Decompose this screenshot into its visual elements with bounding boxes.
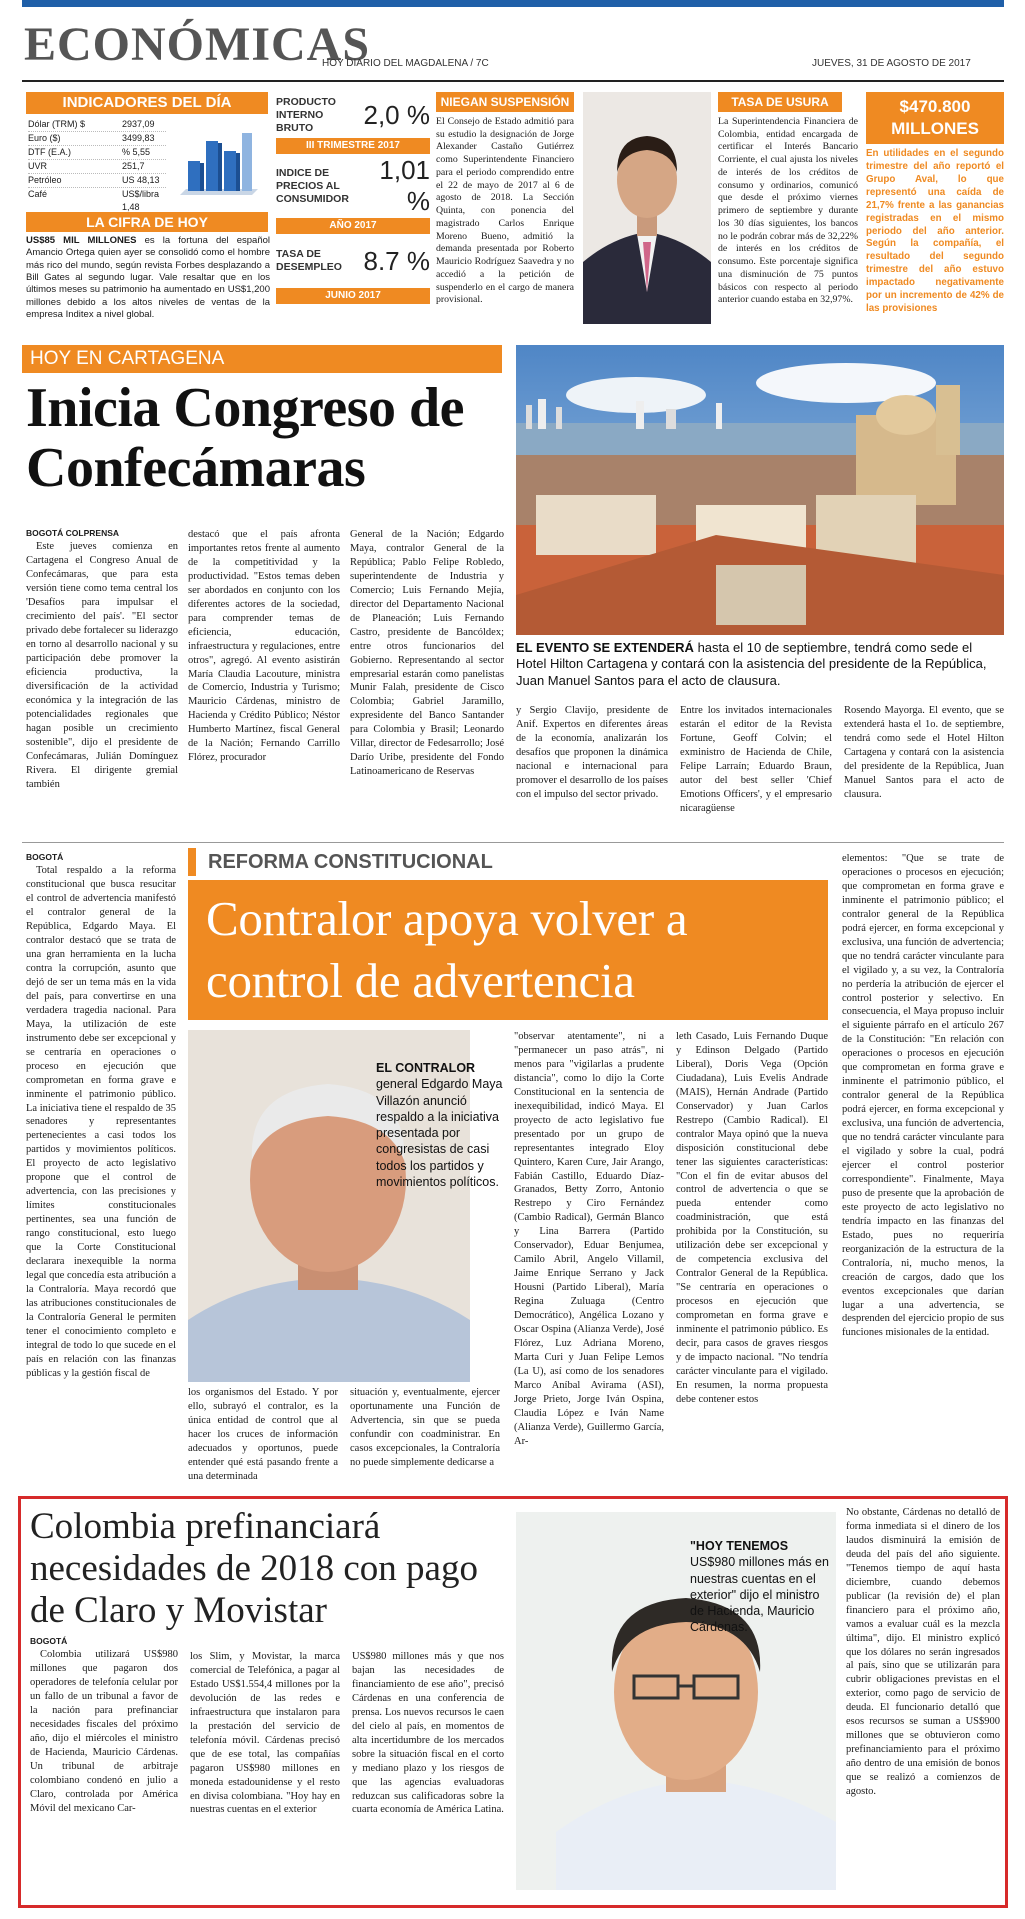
pib-value: 2,0 % — [363, 99, 430, 130]
pib-label: PRODUCTO INTERNO BRUTO — [276, 95, 336, 134]
indicador-row: Petróleo US 48,13 — [28, 174, 166, 188]
claro-col-3: US$980 millones más y que nos bajan las necesidades de financiamiento de ese año", precisó Cárdenas en una conferencia de prensa. Los nuevos recursos le caen del cielo al país, en momentos de alta incertidumbre de los mercados sobre la situación fiscal en el corto y mediano plazo y los riesgos de que las agencias evaluadoras reduzcan sus calificadoras sobre la cuarta economía de América Latina. — [352, 1651, 504, 1816]
usura-text: La Superintendencia Financiera de Colombia, entidad encargada de certificar el Interés Bancario Corriente, el cual ajusta los niveles de interés de los créditos de consumo y ordinarios, comunicó que desde el próximo viernes primero de septiembre y durante los 30 días siguientes, los bancos no le podrán cobrar más de 32,22% de interés en los créditos de consumo. Este porcentaje significa una disminución de 75 puntos básicos con respecto al periodo anterior cuando estaba en 32,97%. — [718, 116, 858, 306]
usura-title: TASA DE USURA — [718, 92, 842, 112]
issue-date: JUEVES, 31 DE AGOSTO DE 2017 — [812, 58, 971, 69]
cartagena-col-6: Rosendo Mayorga. El evento, que se extenderá hasta el 1o. de septiembre, tendrá como sede el Hotel Hilton Cartagena y contará con la asistencia del presidente de la República, Juan Manuel Santos para el acto de clausura. — [844, 705, 1004, 800]
suspension-title: NIEGAN SUSPENSIÓN — [436, 92, 574, 112]
aval-amount: $470.800 MILLONES — [866, 92, 1004, 144]
cartagena-col-5: Entre los invitados internacionales estarán el editor de la Revista Fortune, Geoff Colvin; el exministro de Hacienda de Chile, Felipe Larraín; Eduardo Braun, autor del best seller 'Chief Emotions Officers', y el empresario nicaragüense — [680, 705, 832, 814]
indicadores-title: INDICADORES DEL DÍA — [26, 92, 268, 114]
ipc-label: INDICE DE PRECIOS AL CONSUMIDOR — [276, 166, 349, 205]
cartagena-photo — [516, 345, 1004, 635]
contralor-col-4: "observar atentamente", ni a "permanecer un paso atrás", ni menos para "vigilarlas a prudente distancia", como lo dijo la Corte Constitucional en la sentencia de inexequibilidad, indicó Maya. El proyecto de acto legislativo fue presentado por un grupo de representantes integrado Eloy Quintero, Karen Cure, Jair Arango, Fabián Castillo, Eduardo Díaz-Granados, Betty Zorro, Antonio Restrepo y Ciro Fernández (Cambio Radical), Germán Blanco y Lina Barrera (Partido Conservador), Eduar Benjumea, Camilo Abril, Angelo Villamil, Jaime Enrique Serrano y Jack Housni (Partido Liberal), María Regina Zuluaga (Centro Democrático), Angélica Lozano y Oscar Ospina (Alianza Verde), José Flórez, Luz Adriana Moreno, Marta Curi y Juan Felipe Lemos (La U), así como de los senadores Marco Aníbal Avirama (ASI), Jorge Prieto, Jorge Iván Ospina, Claudia López e Iván Name (Alianza Verde), Guillermo García, Ar- — [514, 1031, 664, 1447]
contralor-col-3: situación y, eventualmente, ejercer oportunamente una Función de Advertencia, sin que se pueda confundir con coadministrar. En casos excepcionales, la Contraloría no puede simplemente dedicarse a — [350, 1387, 500, 1468]
indicador-row: UVR 251,7 — [28, 160, 166, 174]
aval-text: En utilidades en el segundo trimestre del año reportó el Grupo Aval, lo que representó una caída de 21,7% frente a las ganancias registradas en el mismo periodo del año anterior. Según la compañía, el resultado del segundo trimestre del año estuvo impactado negativamente por un incremento de 42% de las provisiones — [866, 148, 1004, 315]
claro-col-1: BOGOTÁ Colombia utilizará US$980 millones que pagaron dos operadores de telefonía celular por un fallo de un tribunal a favor de la nación para prefinanciar necesidades fiscales del próximo año, dijo el miércoles el ministro de Hacienda, Mauricio Cárdenas. Un tribunal de arbitraje colombiano condenó en julio a Claro, controlada por América Móvil del mexicano Car- — [30, 1636, 178, 1814]
cartagena-col-3: General de la Nación; Edgardo Maya, contralor General de la República; Pablo Felipe Robledo, superintendente de Industria y Comercio; Luis Fernando Mejía, director del Departamento Nacional de Planeación; Luis Fernando Castro, presidente de Bancóldex; entre otros funcionarios del Gobierno. Representando al sector empresarial estarán como panelistas Munir Falah, presidente de Cisco Colombia; Gabriel Jaramillo, expresidente del Banco Santander para Colombia y Brasil; Leonardo Villar, director de Fedesarrollo; José Darío Uribe, presidente del Fondo Latinoamericano de Reservas — [350, 529, 504, 778]
section-title: ECONÓMICAS — [24, 18, 371, 71]
contralor-left-col: BOGOTÁ Total respaldo a la reforma constitucional que busca resucitar el control de advertencia manifestó el contralor general de la República, Edgardo Maya. El contralor destacó que se trata de una gran herramienta en la lucha contra la corrupción, asunto que dejó de ser un tema más en la vida del país, para convertirse en una verdadera tragedia nacional. Para Maya, la utilización de este instrumento debe ser excepcional y se centraría en operaciones o proceso en ejecución que comprometan en forma grave e inminente el patrimonio público. La iniciativa tiene el respaldo de 35 senadores y representantes pertenecientes a casi todos los partidos y movimientos políticos. El proyecto de acto legislativo propone que el control de advertencia, con las precisiones y límites constitucionales pertinentes, sea una función de rango constitucional, esto luego que la Corte Constitucional declarara inexequible la norma legal que concedía esta atribución a la Contraloría. Maya recordó que las atribuciones constitucionales de la Contraloría General le permiten tener el conocimiento completo e integral de todo lo que sucede en el país en relación con las finanzas públicas y la gestión fiscal de — [26, 852, 176, 1379]
cartagena-col-1: BOGOTÁ COLPRENSA Este jueves comienza en Cartagena el Congreso Anual de Confecámaras, que para esta versión tiene como tema central los 'Desafíos para impulsar el crecimiento del país'. "El sector privado debe fortalecer su liderazgo en torno al desarrollo nacional y su participación debe promover la eficiencia productiva, la diversificación de la actividad económica y la integración de las potencialidades regionales que hagan posible un crecimiento sostenible", dijo el presidente de Confecámaras, Julián Domínguez Rivera. El dirigente gremial también — [26, 528, 178, 790]
superintendente-photo — [583, 92, 711, 324]
suspension-text: El Consejo de Estado admitió para su estudio la designación de Jorge Alexander Castaño Gutiérrez como Superintendente Financiero para el periodo comprendido entre el 22 de mayo de 2017 al 6 de agosto de 2018. La Sección Quinta, con ponencia del magistrado Carlos Enrique Moreno Bueno, admitió la demanda presentada por Roberto Mauricio Rodríguez Saavedra y no accedió a la petición de suspenderlo en el cargo de manera provisional. — [436, 116, 574, 306]
indicador-row: Café US$/libra 1,48 — [28, 188, 166, 215]
contralor-col-2: los organismos del Estado. Y por ello, subrayó el contralor, es la única entidad de control que al hacer los cruces de información adecuados y oportunos, puede entender qué está pasando frente a una determinada — [188, 1387, 338, 1482]
cartagena-headline: Inicia Congreso de Confecámaras — [26, 377, 464, 499]
cifra-title: LA CIFRA DE HOY — [26, 212, 268, 232]
indicador-row: Euro ($) 3499,83 — [28, 132, 166, 146]
cartagena-caption: EL EVENTO SE EXTENDERÁ hasta el 10 de septiembre, tendrá como sede el Hotel Hilton Cartagena y contará con la asistencia del presidente de la República, Juan Manuel Santos para el acto de clausura. — [516, 640, 987, 688]
claro-col-4: No obstante, Cárdenas no detalló de forma inmediata si el dinero de los laudos disminuirá la emisión de deuda del país del año siguiente. "Tenemos tiempo de aquí hasta diciembre, cuando debemos publicar (la revisión de) el plan financiero para el próximo año, vamos a evaluar cuál es la mezcla última", dijo. El ministro explicó que los dólares no serán ingresados al país, sino que se utilizarán para cubrir obligaciones previstas en el exterior, como pago de servicio de deuda. El funcionario detalló que esos recursos se suman a US$900 millones que se obtuvieron como prefinanciamiento para el próximo año dentro de una emisión de bonos que se realizó a comienzos de agosto. — [846, 1507, 1000, 1798]
pib-period: III TRIMESTRE 2017 — [276, 138, 430, 154]
contralor-right-col: elementos: "Que se trate de operaciones o procesos en ejecución; que comprometan en forma grave e inminente el patrimonio público; el contralor general de la República podrá ejercer, en forma excepcional y exclusiva, una función de advertencia; que no tendrá carácter vinculante para el vigilado y, a su vez, la Contraloría no perdería la atribución de ejercer el control posterior y selectivo. En consecuencia, el Maya propuso incluir el siguiente párrafo en el artículo 267 de la Constitución: "En relación con operaciones o procesos en ejecución que comprometan en forma grave e inminente el patrimonio público, el contralor general de la República podrá ejercer, en forma excepcional y exclusiva, una función de advertencia, que no tendrá carácter vinculante para el vigilado y sobre la cual, podrá ejercer el control posterior correspondiente". Finalmente, Maya puso de presente que la aprobación de este proyecto de acto legislativo no tendría impacto en las finanzas del Estado, pues no requeriría reorganización de la estructura de la Contraloría, ni, mucho menos, la creación de cargos, dado que los eventos excepcionales que darían lugar a una advertencia, se desprenden del ejercicio propio de sus funciones misionales de la entidad. — [842, 853, 1004, 1339]
masthead-rule — [22, 80, 1004, 82]
minister-quote: "HOY TENEMOS US$980 millones más en nuestras cuentas en el exterior" dijo el ministro de Hacienda, Mauricio Cárdenas. — [690, 1539, 829, 1635]
contralor-col-5: leth Casado, Luis Fernando Duque y Edinson Delgado (Partido Liberal), Doris Vega (Opción Ciudadana), Luis Evelis Andrade (MAIS), Hernán Andrade (Partido Conservador) y Juan Carlos Restrepo (Cambio Radical). El contralor Maya opinó que la nueva disposición constitucional debe tener las siguientes características: "Con el fin de evitar abusos del control de advertencia o que se pueda entender como coadministración, que está prohibida por la Constitución, su utilización debe ser excepcional y de competencia exclusiva del Contralor General de la República. "Se centraría en operaciones o procesos en ejecución que comprometan en forma grave e inminente el patrimonio público. Es decir, para casos de graves riesgos y de impacto nacional. "No tendría carácter vinculante para el vigilado. En resumen, la norma propuesta debe contener estos — [676, 1031, 828, 1405]
paper-name: HOY DIARIO DEL MAGDALENA / 7C — [322, 58, 489, 69]
contralor-photo-caption: EL CONTRALOR general Edgardo Maya Villazón anunció respaldo a la iniciativa presentada por congresistas de casi todos los partidos y movimientos políticos. — [376, 1061, 503, 1189]
cartagena-col-4: y Sergio Clavijo, presidente de Anif. Expertos en diferentes áreas de la economía, analizarán los desafíos que proponen la dinámica nacional e internacional para promover el desarrollo de los países con el impulso del sector privado. — [516, 705, 668, 800]
claro-headline: Colombia prefinanciará necesidades de 2018 con pago de Claro y Movistar — [30, 1506, 478, 1631]
contralor-kicker: REFORMA CONSTITUCIONAL — [188, 848, 518, 876]
indicador-row: Dólar (TRM) $ 2937,09 — [28, 118, 166, 132]
cifra-text: US$85 MIL MILLONES es la fortuna del español Amancio Ortega quien ayer se consolidó como el hombre más rico del mundo, según revista Forbes desplazando a Bill Gates al segundo lugar. Vale resaltar que en los últimos meses su patrimonio ha aumentado en US$1,200 millones debido a los altos niveles de ventas de la empresa Inditex a nivel global. — [26, 235, 270, 321]
cartagena-col-2: destacó que el país afronta importantes retos frente al aumento de la competitividad y la productividad. "Estos temas deben ser abordados en conjunto con los diferentes actores de la sociedad, para comprender temas de eficiencia, educación, infraestructura y regulaciones, entre otros", agregó. Al evento asistirán María Claudia Lacouture, ministra de Comercio, Industria y Turismo; Mauricio Cárdenas, ministro de Hacienda y Crédito Público; Néstor Humberto Martínez, fiscal General de la Nación; Fernando Carrillo Flórez, procurador — [188, 529, 340, 764]
indicador-row: DTF (E.A.) % 5,55 — [28, 146, 166, 160]
section-divider — [22, 842, 1004, 843]
bar-chart-icon — [176, 125, 262, 203]
desempleo-label: TASA DE DESEMPLEO — [276, 248, 342, 273]
desempleo-period: JUNIO 2017 — [276, 288, 430, 304]
macro-box — [276, 92, 430, 320]
ipc-value: 1,01 % — [379, 155, 430, 216]
ipc-period: AÑO 2017 — [276, 218, 430, 234]
top-bar — [22, 0, 1004, 7]
contralor-headline: Contralor apoya volver a control de advertencia — [188, 880, 828, 1020]
indicadores-table — [28, 118, 166, 215]
desempleo-value: 8.7 % — [363, 245, 430, 276]
cartagena-kicker: HOY EN CARTAGENA — [22, 345, 502, 373]
claro-col-2: los Slim, y Movistar, la marca comercial de Telefónica, a pagar al Estado US$1.554,4 millones por la devolución de las redes e infraestructura que instalaron para la prestación del servicio de telefonía móvil. Cárdenas precisó que de ese total, las compañías pagaron US$980 millones en moneda estadounidense y el resto en divisa colombiana. "Hoy hay en nuestras cuentas en el exterior — [190, 1651, 340, 1816]
